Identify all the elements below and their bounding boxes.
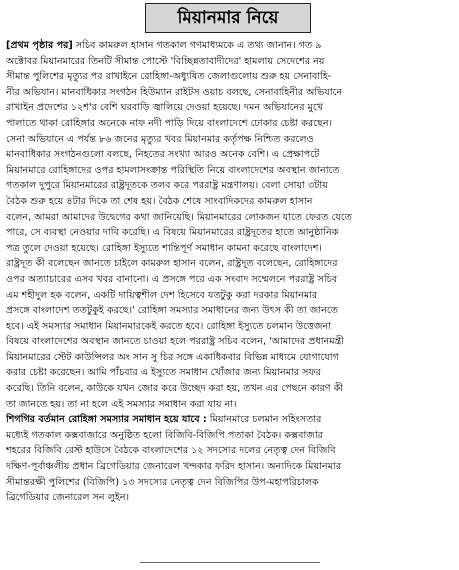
article-line: শহরের বিজিবি রেস্ট হাউসে বৈঠকে বাংলাদেশের ১২ সদস্যের দলের নেতৃত্ব দেন বিজিবি — [6, 445, 336, 457]
article-line: [প্রথম পৃষ্ঠার পর] সচিব কামরুল হাসান গতকাল গণমাধ্যমকে এ তথ্য জানান। গত ৯ — [6, 40, 322, 51]
article-line: ব্রিগেডিয়ার জেনারেল সন লুইন। — [6, 492, 130, 504]
article-line: করার চেষ্টা করেছেন। আমি পাঁচবার এ ইস্যুতে সমাধান খোঁজার জন্য মিয়ানমার সফর — [6, 367, 321, 379]
article-line: এম শহীদুল হক বলেন, একটি দায়িত্বশীল দেশ হিসেবে যতটুকু করা দরকার মিয়ানমার — [6, 289, 318, 301]
headline: মিয়ানমার নিয়ে — [145, 3, 311, 33]
article-line: গতকাল দুপুরে মিয়ানমারের রাষ্ট্রদূতকে তলব করে পররাষ্ট্র মন্ত্রণালয়। বেলা সোয়া ৩টায় — [6, 180, 328, 192]
article-line: রাষ্ট্রদূত কী বলেছেন জানতে চাইলে কামরুল হাসান বলেন, রাষ্ট্রদূত বলেছেন, রোহিঙ্গাদের — [6, 258, 338, 270]
article-line: হবে। এই সমস্যার সমাধান মিয়ানমারকেই করতে হবে। রোহিঙ্গা ইস্যুতে চলমান উত্তেজনা — [6, 320, 331, 332]
article-line: শিগগির বর্তমান রোহিঙ্গা সমস্যার সমাধান হয়ে যাবে : মিয়ানমারে চলমান সহিংসতার — [6, 414, 322, 426]
article-line: নীর অভিযান। মানবাধিকার সংগঠন হিউম্যান রাইটস ওয়াচ বলছে, সেনাবাহিনীর অভিযানে — [6, 86, 343, 98]
article-line: মানবাধিকার সংগঠনগুলো বলছে, নিহতের সংখ্যা আরও অনেক বেশি। এ প্রেক্ষাপটে — [6, 149, 320, 161]
article-line: তা জানতে হয়। তা না হলে এই সমস্যার সমাধান করা যায় না। — [6, 398, 237, 410]
article-line: সীমান্তরক্ষী পুলিশের (বিজিপি) ১৩ সদস্যের নেতৃত্ব দেন বিজিপির উপ-মহাপরিচালক — [6, 476, 319, 488]
article-line: রাখাইন প্রদেশের ১২শ'র বেশি ঘরবাড়ি জ্বালিয়ে দেওয়া হয়েছে। দমন অভিযানের মুখে — [6, 102, 324, 114]
article-line: ওপর অত্যাচারের এসব খবর বানানো। এ প্রসঙ্গে পরে এক সংবাদ সম্মেলনে পররাষ্ট্র সচিব — [6, 273, 338, 285]
article-line: প্রসঙ্গে বাংলাদেশ ততটুকুই করছে।' রোহিঙ্গা সমস্যার সমাধানের জন্য উৎস কী তা জানতে — [6, 305, 338, 317]
subhead: শিগগির বর্তমান রোহিঙ্গা সমস্যার সমাধান হয়ে যাবে : — [6, 414, 207, 426]
article-line: সীমান্ত পুলিশের মৃত্যুর পর রাখাইনে রোহিঙ্গা-অধ্যুষিত জেলাগুলোয় শুরু হয় সেনাবাহি- — [6, 71, 332, 83]
article-line: করেছি। তিনি বলেন, কাউকে যখন জোর করে উচ্ছেদ করা হয়, তখন এর পেছনে কারণ কী — [6, 383, 344, 395]
article-line: পালাতে থাকা রোহিঙ্গার অনেকে নাফ নদী পাড়ি দিয়ে বাংলাদেশে ঢোকার চেষ্টা করছেন। — [6, 117, 333, 129]
article-line: মিয়ানমারে রোহিঙ্গাদের ওপর হামলাসংক্রান্ত পরিস্থিতি নিয়ে বাংলাদেশের অবস্থান জানাতে — [6, 164, 340, 176]
article-body — [6, 38, 454, 506]
article-line: সেনা অভিযানে এ পর্যন্ত ৮৬ জনের মৃত্যুর খবর মিয়ানমার কর্তৃপক্ষ নিশ্চিত করলেও — [6, 133, 314, 145]
article-line: পত্র তুলে দেওয়া হয়েছে। রোহিঙ্গা ইস্যুতে শান্তিপূর্ণ সমাধান কামনা করেছে বাংলাদেশ। — [6, 242, 322, 254]
article-line: দক্ষিণ-পূর্বাঞ্চলীয় প্রধান ব্রিগেডিয়ার জেনারেল খন্দকার ফরিদ হাসান। অন্যদিকে মিয়ানমার — [6, 461, 342, 473]
article-line: অক্টোবর মিয়ানমারের তিনটি সীমান্ত পোস্টে 'বিচ্ছিন্নতাবাদীদের' হামলায় সেদেশের নয় — [6, 55, 325, 67]
article-line: মধ্যেই গতকাল কক্সবাজারে অনুষ্ঠিত হলো বিজিবি-বিজিপি পতাকা বৈঠক। কক্সবাজার — [6, 429, 323, 441]
article-line: বৈঠক শুরু হয়ে ৪টার দিকে তা শেষ হয়। বৈঠক শেষে সাংবাদিকদের কামরুল হাসান — [6, 195, 313, 207]
article-line: পারে, সে ব্যবস্থা নেওয়ার দাবি করেছি। এ বিষয়ে মিয়ানমারের রাষ্ট্রদূতের হাতে আনুষ্ঠানিক — [6, 227, 339, 239]
article-line: মিয়ানমারের স্টেট কাউন্সিলর অং সান সু চির সঙ্গে একাধিকবার বিভিন্ন মাধ্যমে যোগাযোগ — [6, 351, 339, 363]
lead-tag: [প্রথম পৃষ্ঠার পর] — [6, 40, 73, 51]
article-line: বিষয়ে বাংলাদেশের অবস্থান জানতে চাওয়া হলে পররাষ্ট্র সচিব বলেন, 'আমাদের প্রধানমন্ত্রী — [6, 336, 344, 348]
bottom-divider — [140, 562, 320, 563]
article-line: বলেন, আমরা আমাদের উদ্বেগের কথা জানিয়েছি। মিয়ানমারের লোকজন যাতে ফেরত যেতে — [6, 211, 352, 223]
